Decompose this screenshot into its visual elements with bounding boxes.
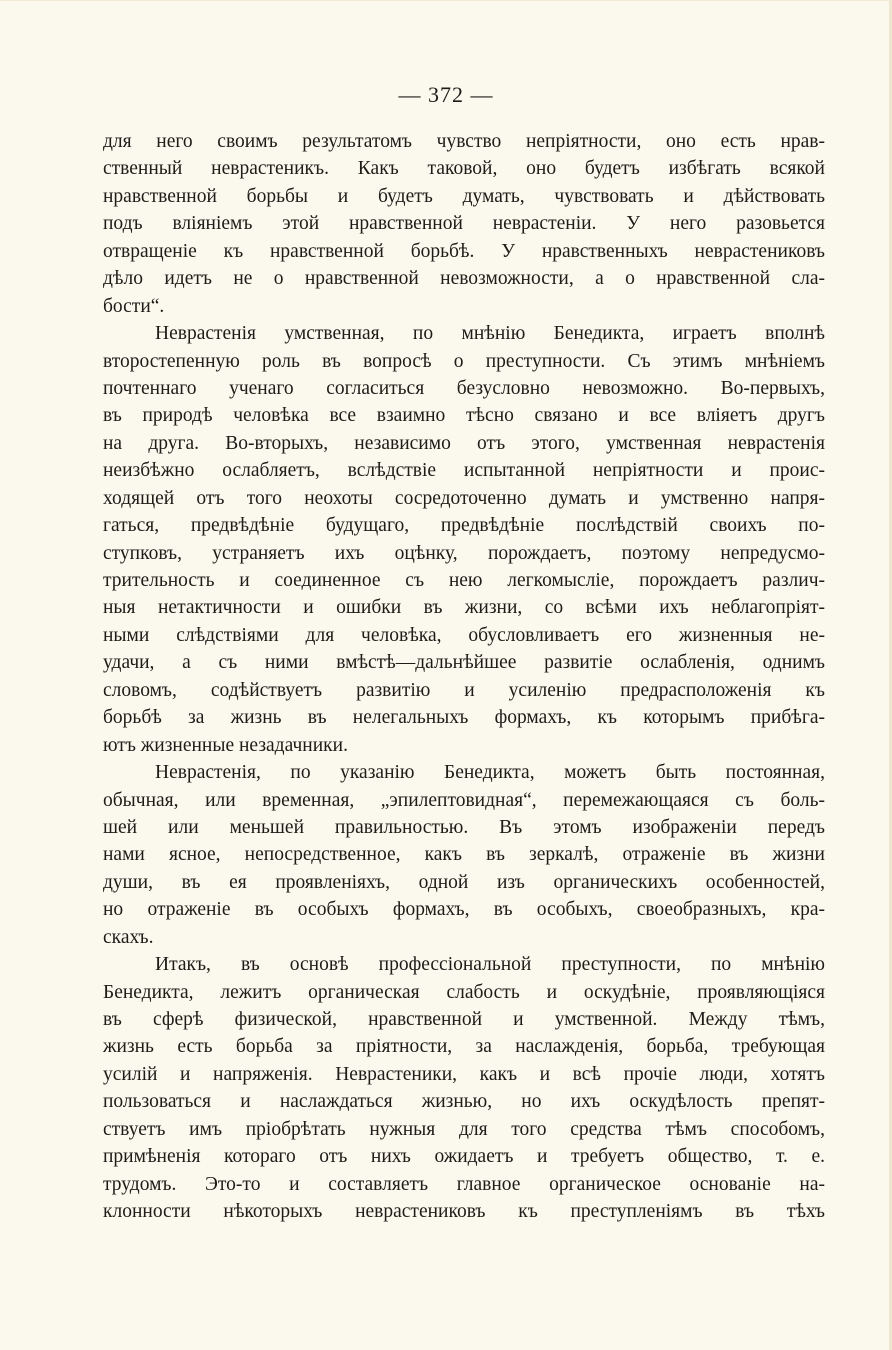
text-line: дѣло идетъ не о нравственной невозможности, а о нравственной сла- [103, 268, 825, 290]
text-line: трительность и соединенное съ нею легкомысліе, порождаетъ различ- [103, 570, 825, 591]
text-line: борьбѣ за жизнь въ нелегальныхъ формахъ, къ которымъ прибѣга- [103, 707, 825, 729]
text-line: нравственной борьбы и будетъ думать, чувствовать и дѣйствовать [103, 185, 825, 207]
text-line: примѣненія котораго отъ нихъ ожидаетъ и требуетъ общество, т. е. [103, 1146, 825, 1168]
text-line: ствуетъ имъ пріобрѣтать нужныя для того средства тѣмъ способомъ, [103, 1118, 825, 1140]
text-line: для него своимъ результатомъ чувство непріятности, оно есть нрав- [103, 131, 825, 152]
text-line: Бенедикта, лежитъ органическая слабость и оскудѣніе, проявляющіяся [103, 981, 825, 1003]
text-line: ныя нетактичности и ошибки въ жизни, со всѣми ихъ неблагопріят- [103, 597, 825, 619]
text-line: усилій и напряженія. Неврастеники, какъ и всѣ прочіе люди, хотятъ [103, 1063, 825, 1085]
paragraph [103, 759, 825, 951]
body-text [103, 128, 825, 1226]
text-line: Итакъ, въ основѣ профессіональной преступности, по мнѣнію [155, 954, 825, 976]
text-line: жизнь есть борьба за пріятности, за наслажденія, борьба, требующая [103, 1036, 825, 1058]
text-line: въ природѣ человѣка все взаимно тѣсно связано и все вліяетъ другъ [103, 405, 825, 427]
text-line: гаться, предвѣдѣніе будущаго, предвѣдѣніе послѣдствій своихъ по- [103, 515, 825, 537]
text-line: удачи, а съ ними вмѣстѣ—дальнѣйшее развитіе ослабленія, однимъ [103, 652, 825, 674]
text-line: подъ вліяніемъ этой нравственной неврастеніи. У него разовьется [103, 213, 825, 235]
text-line: ходящей отъ того неохоты сосредоточенно думать и умственно напря- [103, 487, 825, 509]
text-line: бости“. [103, 295, 165, 317]
page-number: — 372 — [398, 82, 494, 107]
text-line: ступковъ, устраняетъ ихъ оцѣнку, порождаетъ, поэтому непредусмо- [103, 542, 825, 564]
text-line: неизбѣжно ослабляетъ, вслѣдствіе испытанной непріятности и проис- [103, 460, 825, 482]
text-line: клонности нѣкоторыхъ неврастениковъ къ преступленіямъ въ тѣхъ [103, 1201, 825, 1223]
text-line: обычная, или временная, „эпилептовидная“, перемежающаяся съ боль- [103, 789, 825, 811]
text-line: нами ясное, непосредственное, какъ въ зеркалѣ, отраженіе въ жизни [103, 844, 825, 866]
text-line: Неврастенія, по указанію Бенедикта, можетъ быть постоянная, [155, 762, 825, 784]
text-line: души, въ ея проявленіяхъ, одной изъ органическихъ особенностей, [103, 871, 825, 893]
text-line: ственный неврастеникъ. Какъ таковой, оно будетъ избѣгать всякой [103, 158, 825, 180]
text-line: трудомъ. Это-то и составляетъ главное органическое основаніе на- [103, 1173, 825, 1195]
text-line: но отраженіе въ особыхъ формахъ, въ особыхъ, своеобразныхъ, кра- [103, 899, 825, 921]
text-line: пользоваться и наслаждаться жизнью, но ихъ оскудѣлость препят- [103, 1091, 825, 1113]
text-line: шей или меньшей правильностью. Въ этомъ изображеніи передъ [103, 816, 825, 838]
text-line: словомъ, содѣйствуетъ развитію и усиленію предрасположенія къ [103, 679, 825, 701]
text-line: отвращеніе къ нравственной борьбѣ. У нравственныхъ неврастениковъ [103, 240, 825, 262]
text-line: ными слѣдствіями для человѣка, обусловливаетъ его жизненныя не- [103, 624, 825, 646]
text-line: Неврастенія умственная, по мнѣнію Бенедикта, играетъ вполнѣ [155, 323, 825, 345]
text-line: скахъ. [103, 926, 154, 948]
paragraph [103, 320, 825, 759]
text-line: въ сферѣ физической, нравственной и умственной. Между тѣмъ, [103, 1009, 825, 1030]
text-line: ютъ жизненные незадачники. [103, 734, 348, 756]
text-line: почтеннаго ученаго согласиться безусловно невозможно. Во-первыхъ, [103, 377, 825, 399]
text-line: второстепенную роль въ вопросѣ о преступности. Съ этимъ мнѣніемъ [103, 350, 825, 372]
paragraph [103, 128, 825, 320]
text-line: на друга. Во-вторыхъ, независимо отъ этого, умственная неврастенія [103, 432, 825, 454]
paragraph [103, 951, 825, 1225]
